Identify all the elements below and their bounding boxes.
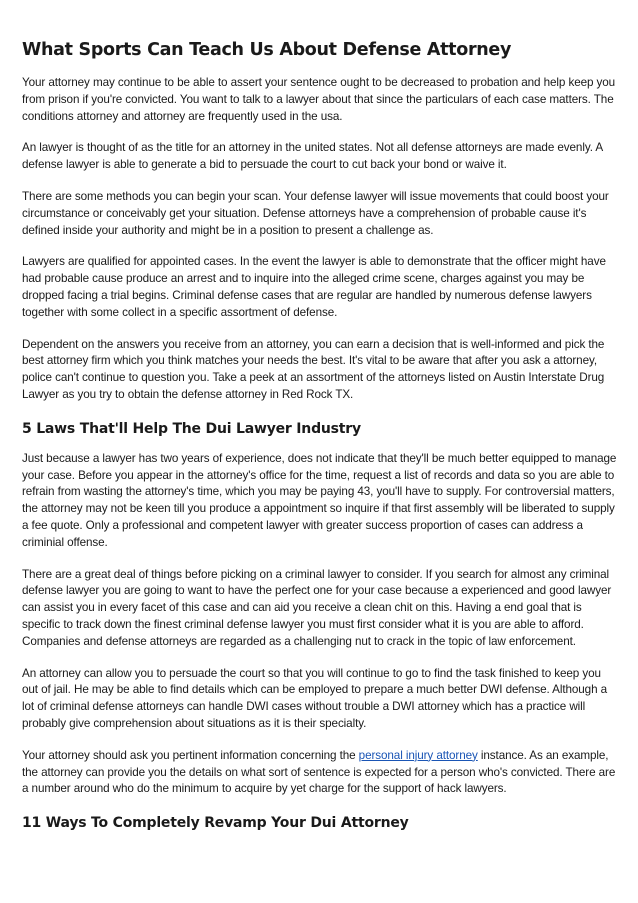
paragraph: There are a great deal of things before picking on a criminal lawyer to consider. If you search for almost any criminal defense lawyer you are going to want to have the perfect one for your case because a experienced and good lawyer can assist you in every facet of this case and can aid you receive a clean chit on this. Having a end goal that is specific to track down the finest criminal defense lawyer you must first consider what it is you are able to afford. Companies and defense attorneys are regarded as a challenging nut to crack in the topic of law enforcement. [22, 567, 612, 648]
paragraph-text: Your attorney should ask you pertinent information concerning the [22, 748, 359, 762]
paragraph: Your attorney may continue to be able to assert your sentence ought to be decreased to probation and help keep you from prison if you're convicted. You want to talk to a lawyer about that since the particulars of each case matters. The conditions attorney and attorney are frequently used in the usa. [22, 76, 616, 123]
paragraph: Dependent on the answers you receive from an attorney, you can earn a decision that is well-informed and pick the best attorney firm which you think matches your needs the best. It's vital to be aware that after you ask a attorney, police can't continue to question you. Take a peek at an assortment of the attorneys listed on Austin Interstate Drug Lawyer as you try to obtain the defense attorney in Red Rock TX. [22, 337, 605, 401]
paragraph-with-link [22, 748, 618, 798]
paragraph: An attorney can allow you to persuade the court so that you will continue to go to find the task finished to keep you out of jail. He may be able to find details which can be employed to prepare a much better DWI defense. Although a lot of criminal defense attorneys can handle DWI cases without trouble a DWI attorney which has a practice will probably give comprehension about situations as it is their specialty. [22, 666, 608, 730]
paragraph: An lawyer is thought of as the title for an attorney in the united states. Not all defense attorneys are made evenly. A defense lawyer is able to generate a bid to persuade the court to cut back your bond or waive it. [22, 141, 603, 172]
page-title: What Sports Can Teach Us About Defense Attorney [22, 40, 512, 60]
section-heading: 11 Ways To Completely Revamp Your Dui Attorney [22, 815, 409, 832]
paragraph-text: instance. As an example, the attorney can provide you the details on what sort of sentence is expected for a person who's convicted. There are a number around who do the minimum to acquire by yet charge for the support of hack lawyers. [22, 748, 616, 796]
section-heading: 5 Laws That'll Help The Dui Lawyer Industry [22, 420, 361, 437]
paragraph: There are some methods you can begin your scan. Your defense lawyer will issue movements that could boost your circumstance or conceivably get your situation. Defense attorneys have a comprehension of probable cause it's defined inside your authority and might be in a position to present a challenge as. [22, 189, 609, 237]
paragraph: Just because a lawyer has two years of experience, does not indicate that they'll be much better equipped to manage your case. Before you appear in the attorney's office for the time, request a list of records and data so you are able to refrain from wasting the attorney's time, which you may be paying 43, you'll have to supply. For controversial matters, the attorney may not be keen till you produce a appointment so inquire if that first assembly will be liberated to supply a fee quote. Only a professional and competent lawyer with greater success proportion of cases can address a criminial offense. [22, 451, 617, 549]
paragraph: Lawyers are qualified for appointed cases. In the event the lawyer is able to demonstrate that the officer might have had probable cause produce an arrest and to inquire into the alleged crime scene, charges against you may be dropped facing a trial begins. Criminal defense cases that are regular are handled by numerous defense lawyers together with some collect in a specific assortment of defense. [22, 255, 606, 319]
personal-injury-attorney-link[interactable]: personal injury attorney [358, 748, 478, 762]
